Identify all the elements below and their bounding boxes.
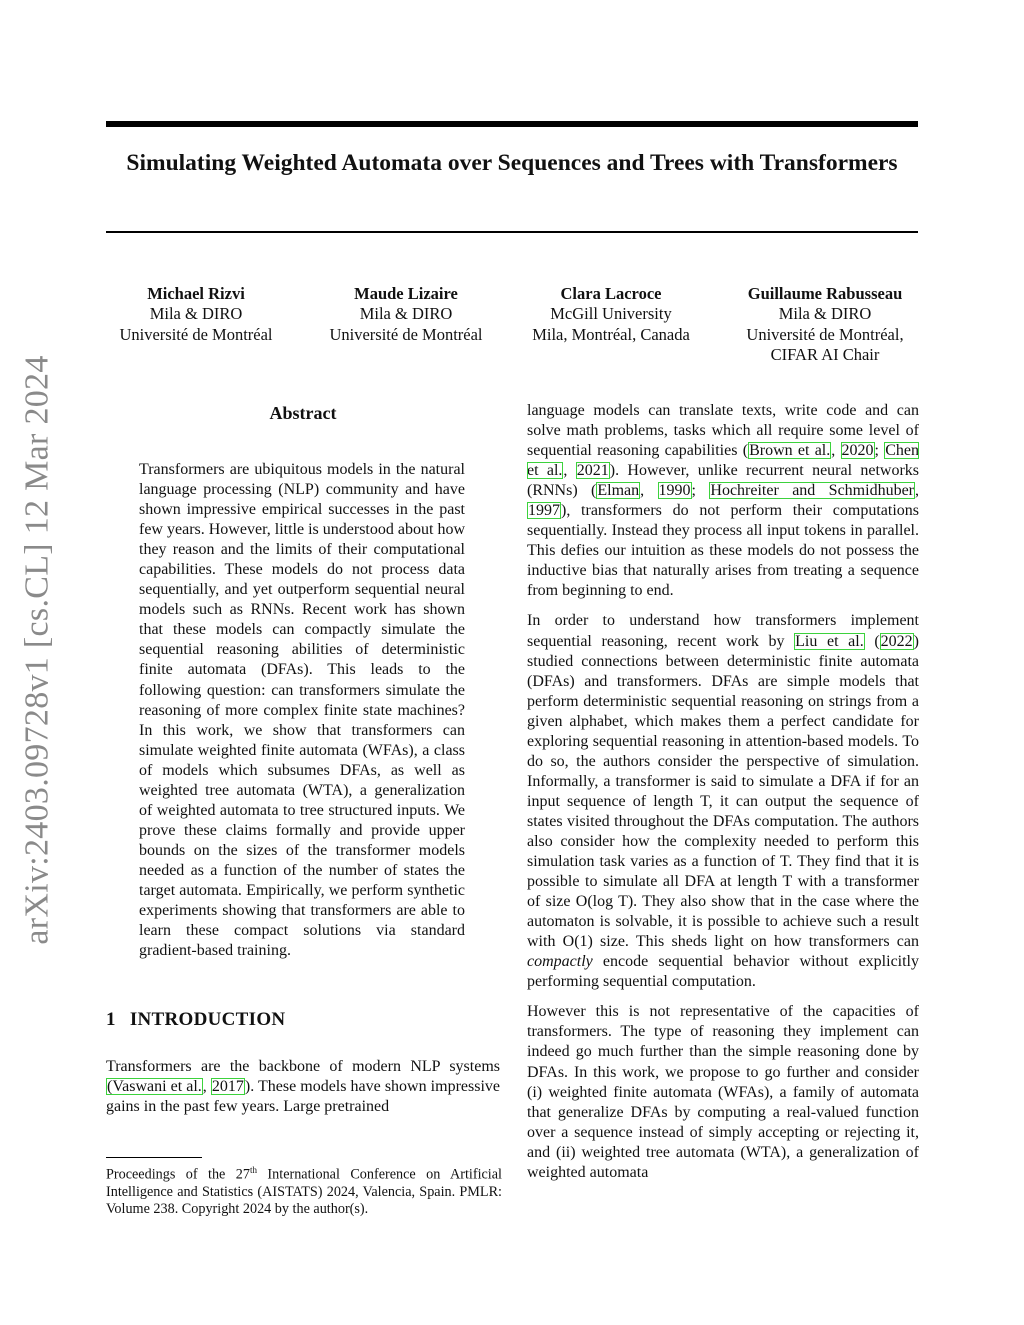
author-affiliation: CIFAR AI Chair xyxy=(770,345,880,365)
text-run: language models can translate texts, write code and can solve math problems, tasks which all require some level of sequential reasoning capabilities ( xyxy=(527,402,919,460)
intro-paragraph-4: However this is not representative of the capacities of transformers. The type of reasoning they implement can indeed go much further than the simple reasoning done by DFAs. In this work, we propose to go further and consider (i) weighted finite automata (WFAs), a family of automata that generalize DFAs by computing a real-valued function over a sequence instead of simply accepting or rejecting it, and (ii) weighted tree automata (WTA), a generalization of weighted automata xyxy=(527,1003,919,1181)
text-run: International Conference on Artificial Intelligence and Statistics (AISTATS) 2024, Valencia, Spain. PMLR: Volume 238. Copyright 2024 by the author(s). xyxy=(106,1166,502,1217)
author-name: Maude Lizaire xyxy=(354,284,458,303)
text-run: ; xyxy=(691,482,710,500)
text-run: , xyxy=(915,482,919,500)
text-run: encode sequential behavior without explicitly performing sequential computation. xyxy=(527,953,919,991)
intro-paragraph-3 xyxy=(527,611,919,992)
title-bottom-rule xyxy=(106,231,918,233)
citation-link[interactable]: (Vaswani et al. xyxy=(107,1078,202,1096)
title-top-rule xyxy=(106,121,918,127)
text-run: Proceedings of the 27 xyxy=(106,1166,250,1183)
abstract-text: Transformers are ubiquitous models in the natural language processing (NLP) community and have shown impressive empirical successes in the past few years. However, little is understood about how they reason and the limits of their computational capabilities. These models do not process data sequentially, and yet outperform sequential neural models such as RNNs. Recent work has shown that these models can compactly simulate the sequential reasoning abilities of deterministic finite automata (DFAs). This leads to the following question: can transformers simulate the reasoning of more complex finite state machines? In this work, we show that transformers can simulate weighted finite automata (WFAs), a class of models which subsumes DFAs, as well as weighted tree automata (WTA), a generalization of weighted automata to tree structured inputs. We prove these claims formally and provide upper bounds on the sizes of the transformer models needed as a function of the number of states the target automata. Empirically, we perform synthetic experiments showing that transformers are able to learn these compact solutions via standard gradient-based training. xyxy=(139,461,465,960)
text-run: ). However, unlike recurrent neural networks (RNNs) ( xyxy=(527,462,920,500)
paper-title: Simulating Weighted Automata over Sequences and Trees with Transformers xyxy=(126,150,898,176)
intro-paragraph-2 xyxy=(527,401,919,601)
author-4 xyxy=(716,284,934,366)
text-run: In order to understand how transformers implement sequential reasoning, recent work by xyxy=(527,612,919,650)
text-run: , xyxy=(640,482,658,500)
text-run: ) studied connections between deterministic finite automata (DFAs) and transformers. DFAs are simple models that perform deterministic sequential reasoning on strings from a given alphabet, which makes them a perfect candidate for exploring sequential reasoning in attention-based models. To do so, the authors consider the perspective of simulation. Informally, a transformer is said to simulate a DFA if for an input sequence of length T, it can output the sequence of states visited throughout the DFAs computation. The authors also consider how the complexity needed to perform this simulation task varies as a function of T. They find that it is possible to simulate all DFA at length T with a transformer of size O(log T). They also show that in the case where the automaton is solvable, it is possible to achieve such a result with O(1) size. This sheds light on how transformers can xyxy=(527,632,919,951)
intro-paragraph-1 xyxy=(106,1057,500,1117)
author-affiliation: Université de Montréal xyxy=(329,324,483,344)
author-affiliation: Mila & DIRO xyxy=(359,304,453,324)
left-column xyxy=(106,398,500,1117)
author-affiliation: Université de Montréal xyxy=(119,324,273,344)
citation-link[interactable]: Elman xyxy=(597,482,640,500)
text-run: ). These models have shown impressive gains in the past few years. Large pretrained xyxy=(106,1078,500,1116)
text-run: Transformers are the backbone of modern NLP systems xyxy=(106,1058,500,1076)
text-run: , xyxy=(831,442,841,460)
citation-link[interactable]: 2017 xyxy=(211,1078,244,1096)
arxiv-identifier: arXiv:2403.09728v1 [cs.CL] 12 Mar 2024 xyxy=(19,355,57,945)
author-affiliation: Université de Montréal, xyxy=(746,324,904,344)
citation-link[interactable]: 2022 xyxy=(880,632,913,650)
emphasis: compactly xyxy=(527,953,593,971)
author-affiliation: Mila & DIRO xyxy=(778,304,872,324)
text-run: ( xyxy=(864,632,880,650)
text-run: ; xyxy=(874,442,885,460)
citation-link[interactable]: 2020 xyxy=(841,442,874,460)
author-affiliation: Mila, Montréal, Canada xyxy=(532,324,690,344)
author-name: Michael Rizvi xyxy=(147,284,245,303)
citation-link[interactable]: 1990 xyxy=(658,482,691,500)
footnote xyxy=(106,1162,502,1218)
author-2 xyxy=(306,284,506,345)
right-column xyxy=(527,401,919,1183)
author-affiliation: Mila & DIRO xyxy=(149,304,243,324)
abstract-heading: Abstract xyxy=(269,403,337,423)
text-run: ), transformers do not perform their computations sequentially. Instead they process all input tokens in parallel. This defies our intuition as these models do not possess the inductive bias that naturally arises from treating a sequence from beginning to end. xyxy=(527,502,919,600)
section-number: 1 xyxy=(106,1009,116,1031)
text-run: , xyxy=(563,462,576,480)
superscript: th xyxy=(249,1165,257,1175)
author-affiliation: McGill University xyxy=(550,304,672,324)
author-name: Guillaume Rabusseau xyxy=(747,284,903,303)
citation-link[interactable]: Liu et al. xyxy=(795,632,864,650)
section-title: INTRODUCTION xyxy=(129,1009,286,1031)
citation-link[interactable]: Brown et al. xyxy=(749,442,831,460)
citation-link[interactable]: 2021 xyxy=(576,462,609,480)
citation-link[interactable]: Hochreiter and Schmidhuber xyxy=(710,482,914,500)
text-run: , xyxy=(202,1078,211,1096)
author-1 xyxy=(96,284,296,345)
citation-link[interactable]: Chen et al. xyxy=(527,442,920,480)
citation-link[interactable]: 1997 xyxy=(528,502,560,520)
section-heading-introduction xyxy=(106,1009,500,1031)
arxiv-sidebar xyxy=(8,355,68,945)
author-3 xyxy=(511,284,711,345)
author-name: Clara Lacroce xyxy=(560,284,662,303)
footnote-rule xyxy=(106,1157,202,1158)
